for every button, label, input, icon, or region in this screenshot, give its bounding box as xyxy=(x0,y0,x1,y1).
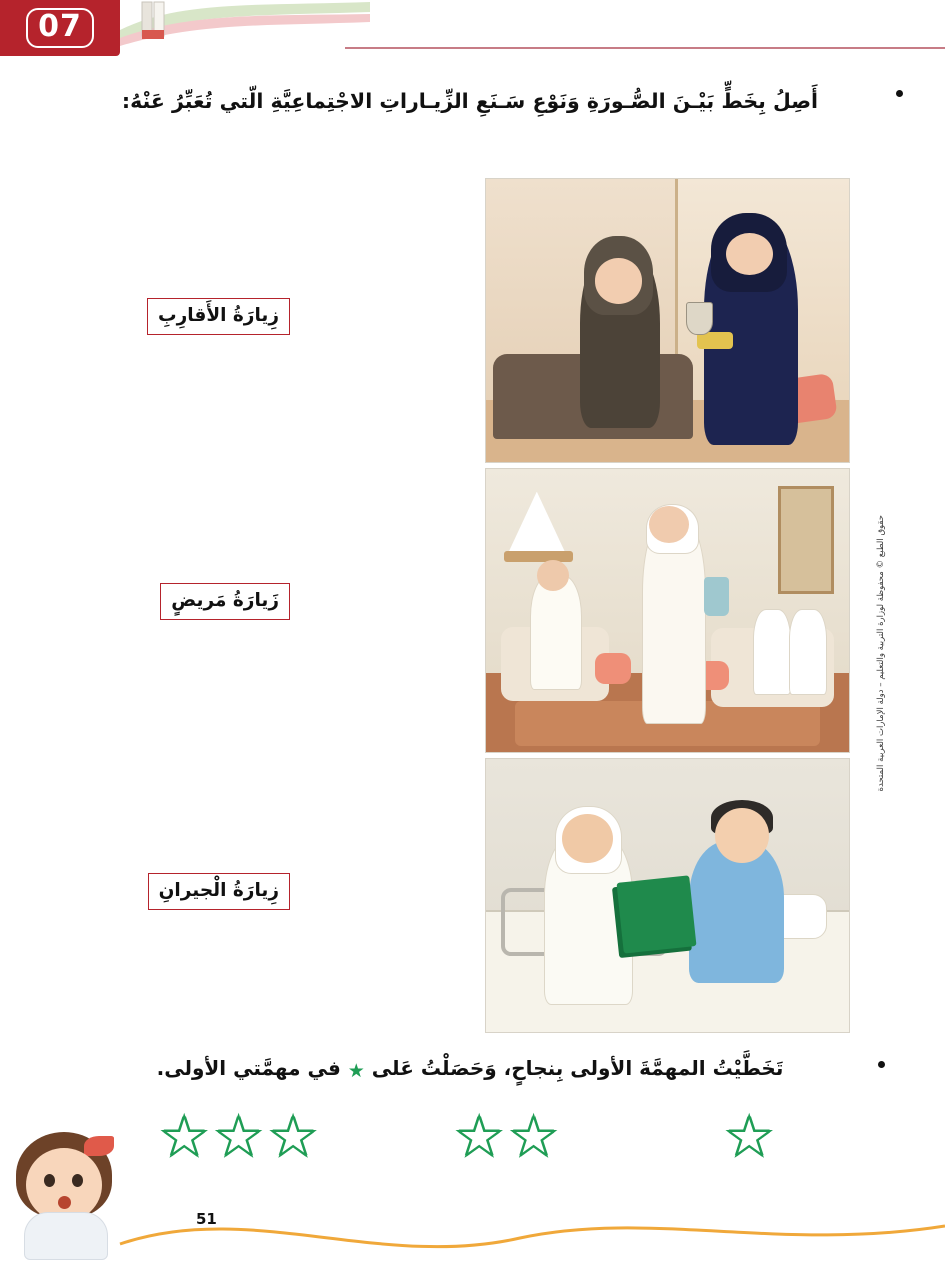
star-icon[interactable]: ★ xyxy=(160,1105,209,1168)
photo-family-majlis[interactable] xyxy=(485,468,850,753)
page-header xyxy=(0,0,945,60)
assessment-text-after: في مهمَّتي الأولى. xyxy=(156,1056,341,1080)
star-icon[interactable]: ★ xyxy=(268,1105,318,1168)
page-number: 51 xyxy=(196,1210,217,1228)
photo-hospital-visit[interactable] xyxy=(485,758,850,1033)
match-label-relatives[interactable]: زِيارَةُ الأَقارِبِ xyxy=(147,298,290,335)
star-icon[interactable]: ★ xyxy=(509,1105,558,1168)
unit-number-badge xyxy=(0,0,120,56)
footer-decoration xyxy=(0,1166,945,1276)
self-assessment-text xyxy=(55,1052,885,1084)
matching-exercise xyxy=(0,178,945,1038)
bullet-icon xyxy=(878,1061,885,1068)
mascot-illustration xyxy=(8,1126,128,1256)
match-label-neighbors[interactable]: زِيارَةُ الْجيرانِ xyxy=(148,873,290,910)
photo-hospitality[interactable] xyxy=(485,178,850,463)
star-icon: ★ xyxy=(347,1060,365,1082)
star-icon[interactable]: ★ xyxy=(725,1105,774,1168)
header-divider xyxy=(345,47,945,49)
copyright-notice: حقوق الطبع © محفوظة لوزارة التربية والتعليم – دولة الإمارات العربية المتحدة xyxy=(876,515,886,792)
decorative-ribbon xyxy=(120,0,370,52)
instruction-block xyxy=(55,84,885,120)
assessment-text-before: تَخَطَّيْتُ المهمَّةَ الأولى بِنجاحٍ، وَحَصَلْتُ عَلى xyxy=(371,1056,784,1080)
match-label-patient[interactable]: زَيارَةُ مَريضٍ xyxy=(160,583,290,620)
instruction-text: أَصِلُ بِخَطٍّ بَيْـنَ الصُّـورَةِ وَنَوْعِ سَـنَعِ الزِّيـاراتِ الاجْتِماعِيَّةِ الّتي تُعَبِّرُ عَنْهُ: xyxy=(121,89,819,113)
rating-option-three-stars[interactable] xyxy=(160,1105,318,1168)
rating-option-two-stars[interactable] xyxy=(455,1105,558,1168)
unit-number-label: 07 xyxy=(26,8,94,48)
star-icon[interactable]: ★ xyxy=(455,1105,504,1168)
rating-option-one-star[interactable] xyxy=(725,1105,774,1168)
self-assessment-statement xyxy=(55,1052,885,1084)
bullet-icon xyxy=(896,90,903,97)
star-icon[interactable]: ★ xyxy=(214,1105,263,1168)
